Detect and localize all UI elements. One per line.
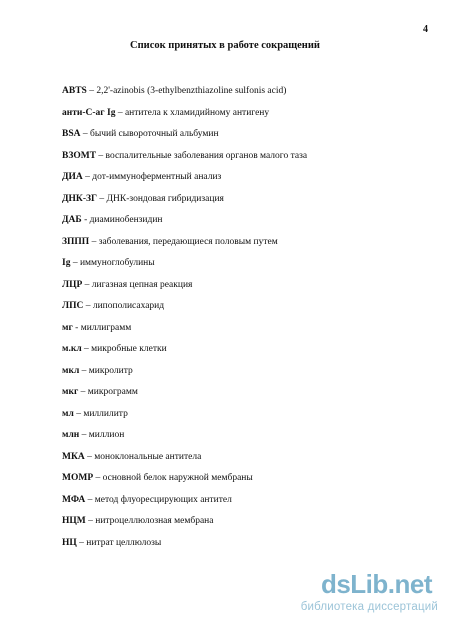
abbreviation: мл <box>62 408 74 419</box>
list-item <box>62 321 432 343</box>
list-item <box>62 278 432 300</box>
abbreviation: ЛПС <box>62 301 84 311</box>
list-item <box>62 192 432 214</box>
abbreviation: мг <box>62 322 73 333</box>
abbreviation: MOMP <box>62 473 94 483</box>
page-number: 4 <box>423 24 428 35</box>
abbreviation: ЗППП <box>62 236 90 247</box>
list-item <box>62 170 432 192</box>
abbreviation: Ig <box>62 258 71 268</box>
definition: – микролитр <box>79 365 133 376</box>
definition: – липополисахарид <box>83 301 165 311</box>
definition: – бычий сывороточный альбумин <box>80 129 219 139</box>
definition: – антитела к хламидийному антигену <box>115 107 270 118</box>
list-item <box>62 471 432 493</box>
page-title: Список принятых в работе сокращений <box>130 40 320 51</box>
definition: – воспалительные заболевания органов малого таза <box>96 150 308 161</box>
abbreviation: ВЗОМТ <box>62 150 97 161</box>
abbreviation: ДИА <box>62 172 83 182</box>
abbreviation: ABTS <box>62 86 87 96</box>
definition: – нитрат целлюлозы <box>76 537 162 548</box>
list-item <box>62 106 432 128</box>
definition: – миллилитр <box>73 408 128 419</box>
definition: – основной белок наружной мембраны <box>93 473 253 483</box>
list-item <box>62 536 432 558</box>
abbreviation: мкл <box>62 365 80 376</box>
abbreviation: ДНК-ЗГ <box>62 193 98 204</box>
abbreviation: BSA <box>62 129 81 139</box>
list-item <box>62 235 432 257</box>
abbreviation-list <box>62 84 432 557</box>
watermark <box>262 569 442 613</box>
definition: – микрограмм <box>78 387 138 397</box>
definition: – моноклональные антитела <box>84 451 202 462</box>
definition: – микробные клетки <box>81 344 167 354</box>
definition: – иммуноглобулины <box>70 258 155 268</box>
definition: – лигазная цепная реакция <box>82 279 193 290</box>
list-item <box>62 149 432 171</box>
list-item <box>62 364 432 386</box>
abbreviation: НЦМ <box>62 516 86 526</box>
abbreviation: НЦ <box>62 537 77 548</box>
watermark-logo: dsLib.net <box>320 569 432 599</box>
list-item <box>62 127 432 149</box>
list-item <box>62 84 432 106</box>
list-item <box>62 407 432 429</box>
definition: – нитроцеллюлозная мембрана <box>85 516 214 526</box>
abbreviation: анти-С-аг Ig <box>62 107 116 118</box>
definition: – метод флуоресцирующих антител <box>85 494 232 505</box>
abbreviation: МКА <box>62 451 85 462</box>
abbreviation: м.кл <box>62 344 82 354</box>
definition: – 2,2'-azinobis (3-ethylbenzthiazoline sulfonis acid) <box>86 86 287 96</box>
definition: - миллиграмм <box>72 322 132 333</box>
list-item <box>62 213 432 235</box>
list-item <box>62 385 432 407</box>
abbreviation: МФА <box>62 494 86 505</box>
abbreviation: ДАБ <box>62 215 82 225</box>
definition: – дот-иммуноферментный анализ <box>82 172 222 182</box>
definition: – заболевания, передающиеся половым путем <box>89 236 278 247</box>
definition: – ДНК-зондовая гибридизация <box>97 193 224 204</box>
watermark-subtitle: библиотека диссертаций <box>300 601 438 613</box>
abbreviation: млн <box>62 430 80 440</box>
abbreviation: мкг <box>62 387 79 397</box>
list-item <box>62 342 432 364</box>
definition: - диаминобензидин <box>81 215 163 225</box>
list-item <box>62 450 432 472</box>
definition: – миллион <box>79 430 125 440</box>
list-item <box>62 256 432 278</box>
list-item <box>62 493 432 515</box>
list-item <box>62 428 432 450</box>
abbreviation: ЛЦР <box>62 279 83 290</box>
list-item <box>62 514 432 536</box>
list-item <box>62 299 432 321</box>
